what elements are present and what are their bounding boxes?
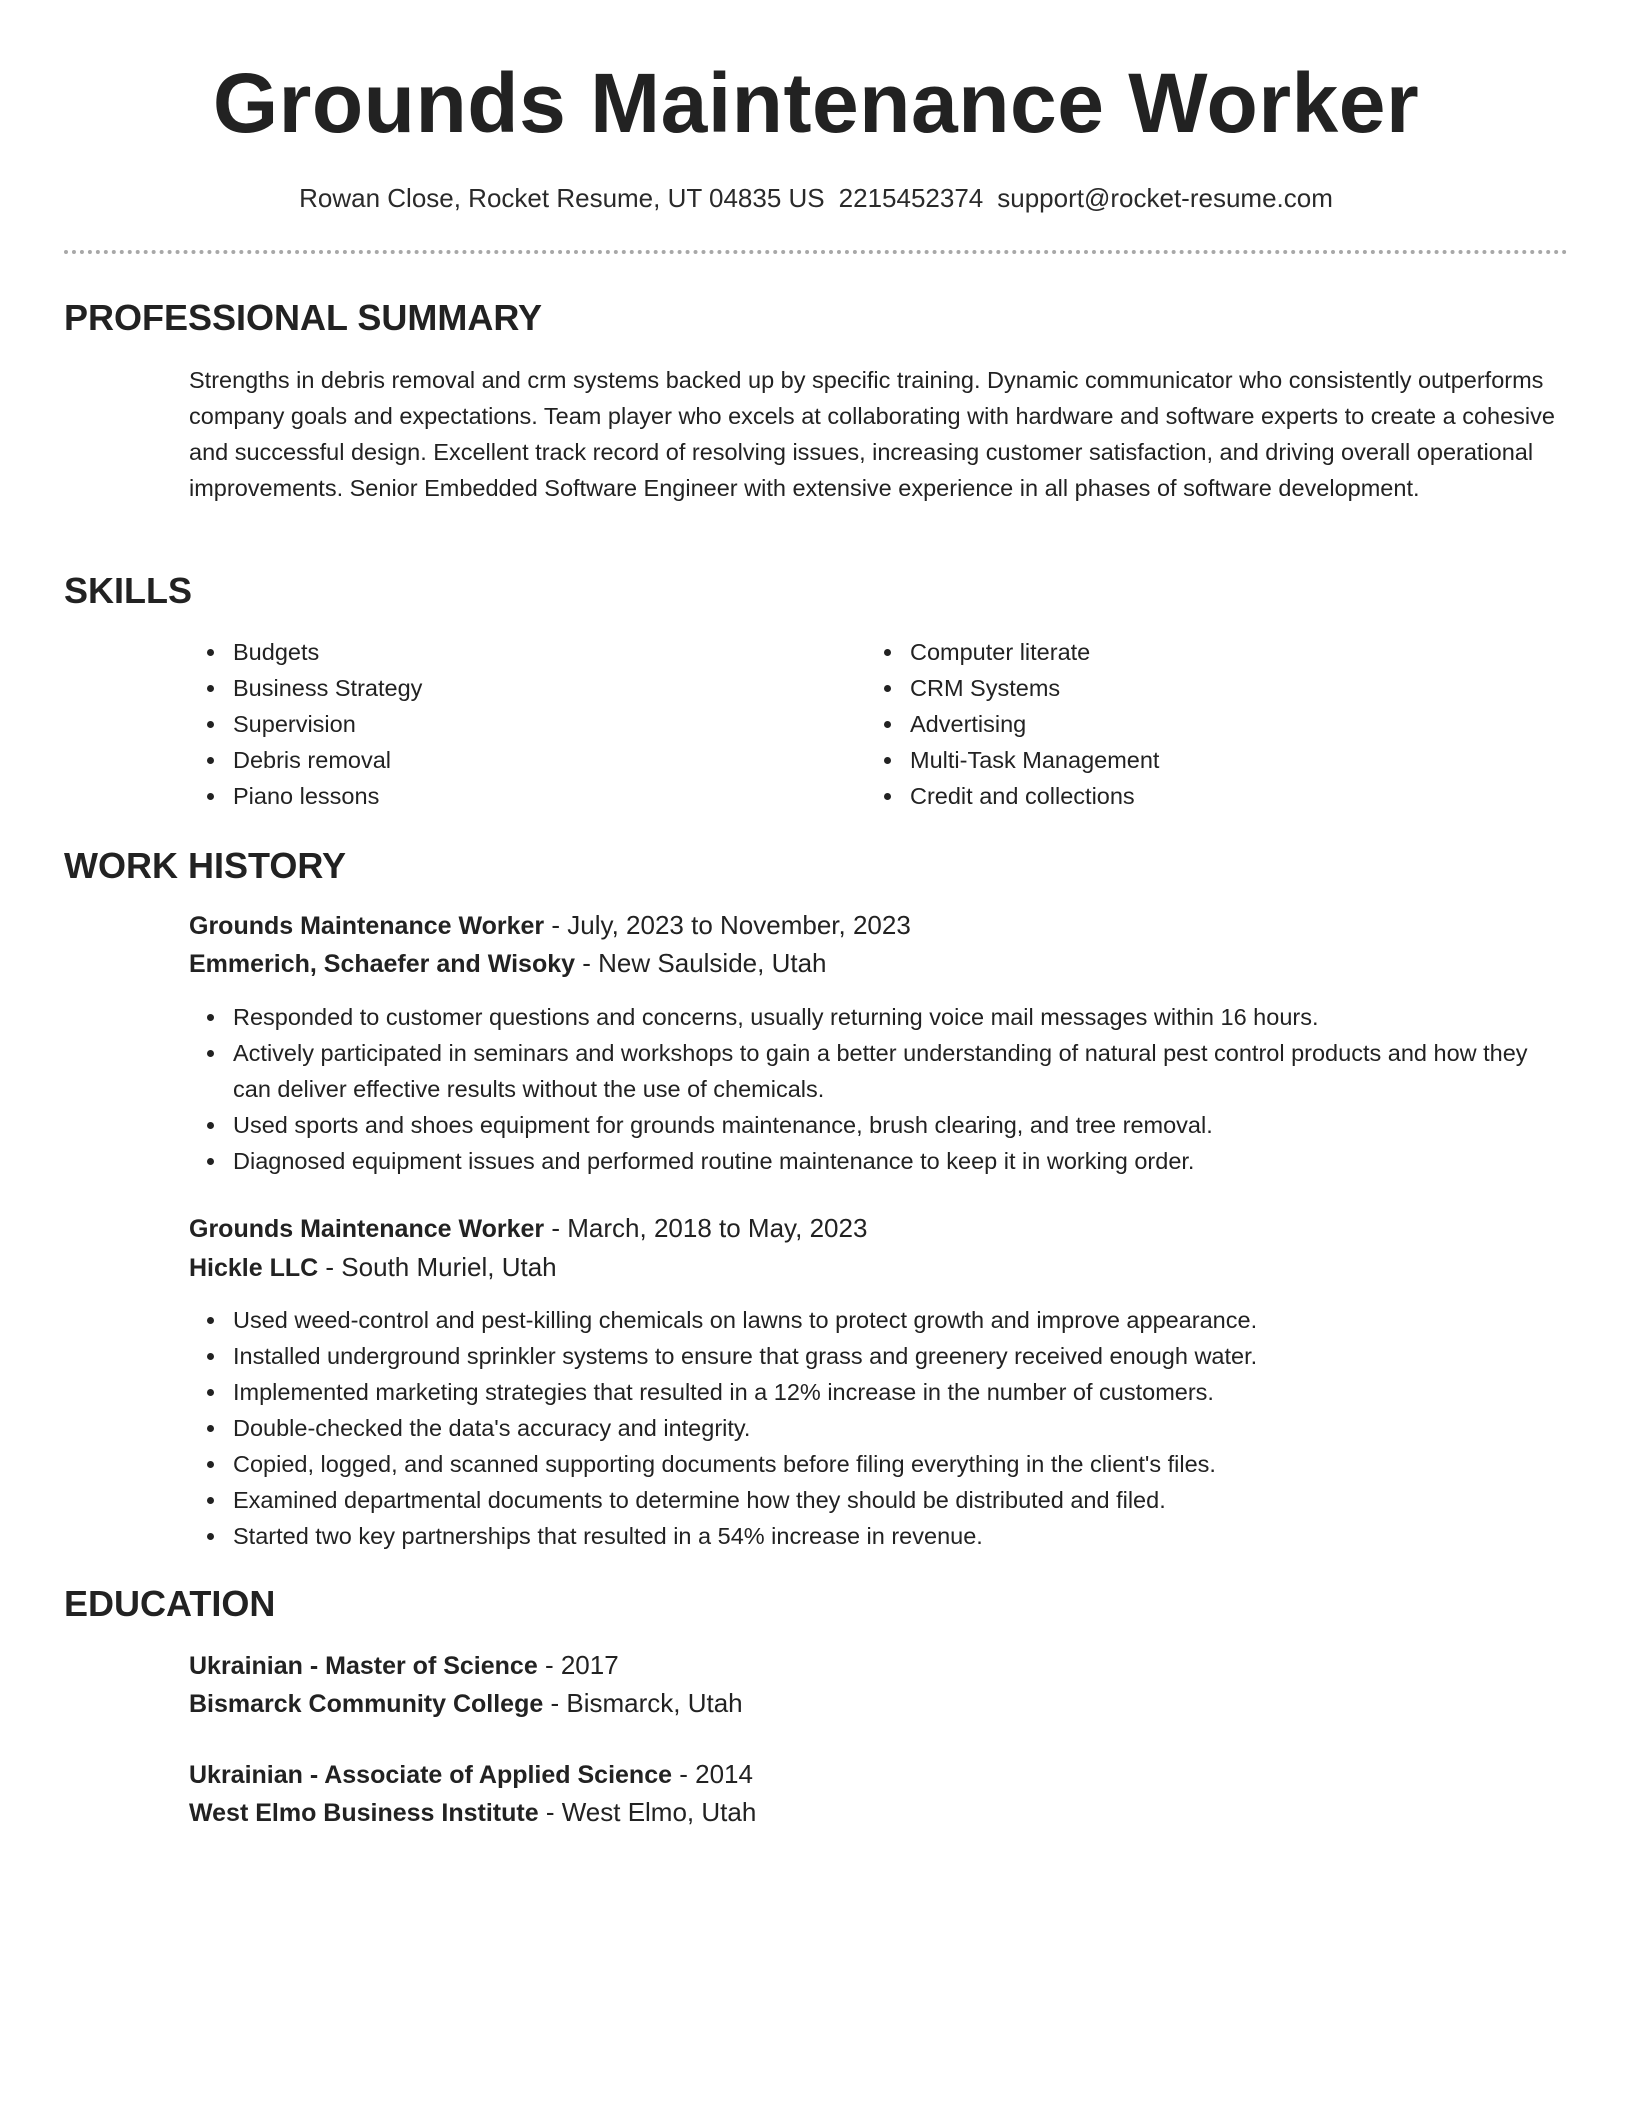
education-degree-line (189, 1646, 1569, 1685)
job-dates: - July, 2023 to November, 2023 (544, 910, 911, 940)
job-company: Emmerich, Schaefer and Wisoky (189, 950, 576, 978)
skill-item: Debris removal (189, 742, 849, 778)
job-bullet: Responded to customer questions and concerns, usually returning voice mail messages within 16 hours. (189, 999, 1569, 1035)
contact-email[interactable]: support@rocket-resume.com (997, 183, 1333, 213)
summary-heading: PROFESSIONAL SUMMARY (64, 297, 543, 338)
job-bullet: Started two key partnerships that resulted in a 54% increase in revenue. (189, 1518, 1569, 1554)
education-degree: Ukrainian - Associate of Applied Science (189, 1761, 673, 1789)
education-year: - 2017 (537, 1650, 619, 1680)
job-bullet: Examined departmental documents to determine how they should be distributed and filed. (189, 1482, 1569, 1518)
job-company: Hickle LLC (189, 1254, 319, 1282)
job-location: - New Saulside, Utah (575, 948, 827, 978)
skills-heading: SKILLS (64, 570, 193, 611)
job-bullet: Used sports and shoes equipment for grounds maintenance, brush clearing, and tree removal. (189, 1107, 1569, 1143)
education-school: West Elmo Business Institute (189, 1799, 539, 1827)
job-bullet: Installed underground sprinkler systems to ensure that grass and greenery received enough water. (189, 1338, 1569, 1374)
education-location: - West Elmo, Utah (538, 1797, 757, 1827)
header-divider (64, 250, 1568, 254)
job-location: - South Muriel, Utah (318, 1252, 557, 1282)
education-school-line (189, 1793, 1569, 1832)
job-title-line (189, 1209, 1569, 1248)
skill-item: Piano lessons (189, 778, 849, 814)
education-heading: EDUCATION (64, 1583, 276, 1624)
job-bullets (189, 999, 1569, 1179)
job-company-line (189, 944, 1569, 983)
education-location: - Bismarck, Utah (543, 1688, 743, 1718)
summary-text: Strengths in debris removal and crm systems backed up by specific training. Dynamic communicator who consistently outperforms company goals and expectations. Team player who excels at collaborating with hardware and software experts to create a cohesive and successful design. Excellent track record of resolving issues, increasing customer satisfaction, and driving overall operational improvements. Senior Embedded Software Engineer with extensive experience in all phases of software development. (189, 367, 1555, 501)
job-company-line (189, 1248, 1569, 1287)
education-year: - 2014 (672, 1759, 753, 1789)
contact-phone: 2215452374 (838, 183, 984, 213)
job-dates: - March, 2018 to May, 2023 (544, 1213, 868, 1243)
job-bullet: Implemented marketing strategies that resulted in a 12% increase in the number of customers. (189, 1374, 1569, 1410)
job-title: Grounds Maintenance Worker (189, 1215, 545, 1243)
job-bullets (189, 1302, 1569, 1554)
resume-name: Grounds Maintenance Worker (212, 56, 1420, 150)
job-title: Grounds Maintenance Worker (189, 912, 545, 940)
education-school-line (189, 1684, 1569, 1723)
work-history-heading: WORK HISTORY (64, 845, 347, 886)
skill-item: Business Strategy (189, 670, 849, 706)
skill-item: Credit and collections (866, 778, 1526, 814)
job-title-line (189, 906, 1569, 945)
job-bullet: Used weed-control and pest-killing chemicals on lawns to protect growth and improve appearance. (189, 1302, 1569, 1338)
skill-item: Advertising (866, 706, 1526, 742)
education-degree-line (189, 1755, 1569, 1794)
skill-item: Budgets (189, 634, 849, 670)
education-school: Bismarck Community College (189, 1690, 544, 1718)
job-bullet: Copied, logged, and scanned supporting documents before filing everything in the client's files. (189, 1446, 1569, 1482)
education-degree: Ukrainian - Master of Science (189, 1652, 538, 1680)
skill-item: Multi-Task Management (866, 742, 1526, 778)
job-bullet: Actively participated in seminars and workshops to gain a better understanding of natural pest control products and how they can deliver effective results without the use of chemicals. (189, 1035, 1569, 1107)
job-bullet: Diagnosed equipment issues and performed routine maintenance to keep it in working order. (189, 1143, 1569, 1179)
skill-item: CRM Systems (866, 670, 1526, 706)
job-bullet: Double-checked the data's accuracy and integrity. (189, 1410, 1569, 1446)
skills-column-left (189, 634, 849, 814)
contact-line (0, 178, 1632, 218)
skill-item: Supervision (189, 706, 849, 742)
contact-address: Rowan Close, Rocket Resume, UT 04835 US (299, 183, 825, 213)
skill-item: Computer literate (866, 634, 1526, 670)
skills-column-right (866, 634, 1526, 814)
